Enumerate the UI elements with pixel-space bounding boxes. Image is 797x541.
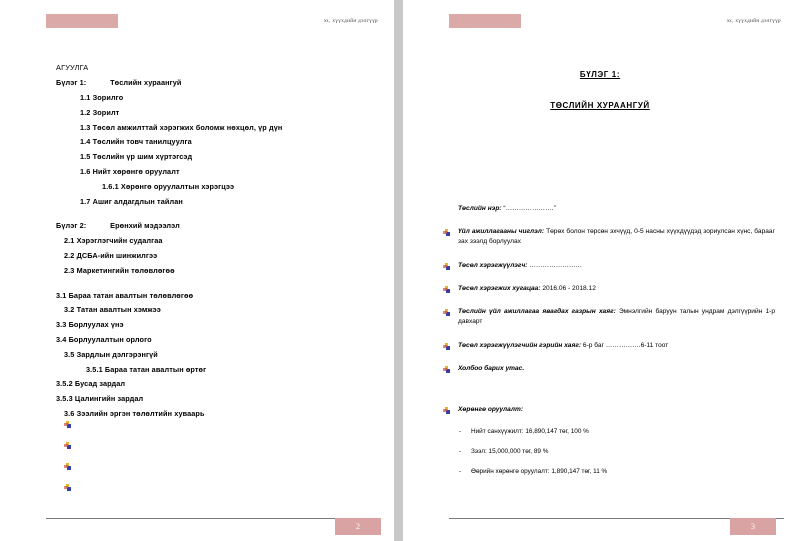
summary-field [441, 307, 775, 327]
page-body [403, 44, 797, 505]
toc-entry-label: Бараа татан авалтын өртөг [102, 364, 207, 374]
toc-entry[interactable] [56, 168, 374, 175]
toc-entry[interactable] [56, 292, 374, 299]
arrow-bullet-icon [64, 442, 71, 450]
toc-entry-label: Төслийн үр шим хүртэгсэд [90, 152, 193, 162]
toc-entry-label: Төслийн хураангуй [108, 78, 182, 88]
investment-item-text: Зээл: 15,000,000 төг, 89 % [471, 448, 549, 456]
toc-entry-label: Ерөнхий мэдээлэл [108, 221, 180, 231]
toc-entry-number: 1.1 [80, 93, 91, 103]
toc-entry-number: Бүлэг 1: [56, 78, 87, 88]
toc-entry[interactable] [56, 222, 374, 229]
toc-entry[interactable] [56, 198, 374, 205]
toc-entry-number: 3.5.3 [56, 394, 73, 404]
toc-entry[interactable] [56, 351, 374, 358]
toc-entry-label: Маркетингийн төлөвлөгөө [74, 265, 175, 275]
toc-entry-number: 1.5 [80, 152, 91, 162]
toc-entry-list [56, 79, 374, 417]
toc-entry-number: 1.7 [80, 196, 91, 206]
toc-entry-label: Зээлийн эргэн төлөлтийн хуваарь [74, 409, 205, 419]
toc-entry-number: 3.5.2 [56, 379, 73, 389]
investment-item [459, 468, 775, 476]
toc-entry-label: Төсөл амжилттай хэрэгжих боломж нөхцөл, үр дүн [90, 122, 283, 132]
toc-entry-number: 3.6 [64, 409, 75, 419]
toc-entry-label: Зорилго [90, 93, 124, 103]
arrow-bullet-icon [443, 286, 450, 294]
summary-field [441, 341, 775, 351]
document-page-3 [403, 0, 797, 541]
toc-entry[interactable] [56, 306, 374, 313]
summary-field-label: Төсөл хэрэгжүүлэгчийн гэрийн хаяг: [458, 341, 582, 349]
toc-entry[interactable] [56, 267, 374, 274]
toc-entry-number: 2.3 [64, 265, 75, 275]
toc-entry-label: Төслийн товч танилцуулга [90, 137, 192, 147]
toc-entry[interactable] [56, 124, 374, 131]
toc-entry-label: Борлуулалтын орлого [66, 335, 152, 345]
arrow-bullet-icon [64, 463, 71, 471]
page-body [0, 44, 394, 505]
summary-field-value: “………………….” [501, 205, 556, 212]
toc-entry[interactable] [56, 395, 374, 402]
arrow-bullet-icon [443, 229, 450, 237]
footer-divider [46, 518, 381, 519]
arrow-bullet-icon [443, 263, 450, 271]
arrow-bullet-icon [443, 309, 450, 317]
arrow-bullet-icon [443, 366, 450, 374]
header-title-text: эх, хүүхдийн дэлгүүр [323, 18, 378, 24]
summary-field-label: Үйл ажиллагааны чиглэл: [458, 228, 545, 236]
toc-entry-label: Ашиг алдагдлын тайлан [90, 196, 183, 206]
investment-item-text: Нийт санхүүжилт: 16,890,147 төг, 100 % [471, 428, 589, 436]
chapter-title-block [403, 64, 797, 113]
project-summary-list [441, 204, 775, 488]
page-header [403, 0, 797, 44]
empty-bullet-item [64, 456, 76, 477]
toc-entry-number: 3.3 [56, 320, 67, 330]
toc-entry-label: Бараа татан авалтын төлөвлөгөө [66, 290, 194, 300]
toc-entry-number: 1.3 [80, 122, 91, 132]
section-spacer [441, 387, 775, 405]
chapter-name-title: ТӨСЛИЙН ХУРААНГУЙ [550, 101, 650, 110]
toc-entry[interactable] [56, 237, 374, 244]
table-of-contents [56, 64, 374, 425]
toc-entry-number: 3.2 [64, 305, 75, 315]
empty-bullet-item [64, 477, 76, 498]
toc-entry-label: Нийт хөрөнгө оруулалт [90, 167, 180, 177]
toc-entry[interactable] [56, 138, 374, 145]
summary-field [441, 261, 775, 271]
toc-entry[interactable] [56, 321, 374, 328]
dash-bullet-icon: - [459, 428, 462, 436]
toc-entry-number: 3.5.1 [86, 364, 103, 374]
arrow-bullet-icon [443, 343, 450, 351]
summary-field-value: 6-р баг …………….6-11 тоот [581, 341, 669, 349]
dash-bullet-icon: - [459, 468, 462, 476]
toc-entry-number: 2.2 [64, 251, 75, 261]
toc-entry[interactable] [56, 380, 374, 387]
empty-bullet-list [64, 414, 76, 498]
summary-field-value: 2016.06 - 2018.12 [540, 284, 596, 292]
toc-entry-label: Зардлын дэлгэрэнгүй [74, 349, 158, 359]
summary-field-label: Төслийн нэр: [458, 205, 502, 212]
investment-item-list [441, 428, 775, 475]
toc-entry-label: Цалингийн зардал [72, 394, 144, 404]
toc-entry[interactable] [56, 79, 374, 86]
toc-entry-number: 3.5 [64, 349, 75, 359]
summary-field-label: Төсөл хэрэгжих хугацаа: [458, 284, 541, 292]
document-page-2 [0, 0, 394, 541]
toc-entry-label: Борлуулах үнэ [66, 320, 124, 330]
toc-entry[interactable] [56, 183, 374, 190]
investment-item [459, 448, 775, 456]
toc-entry-number: 1.2 [80, 107, 91, 117]
header-decor-block [449, 14, 521, 28]
toc-entry-number: 3.4 [56, 335, 67, 345]
header-decor-block [46, 14, 118, 28]
toc-entry-label: Хөрөнгө оруулалтын хэрэгцээ [118, 181, 235, 191]
page-footer [46, 505, 381, 541]
toc-entry-number: 1.4 [80, 137, 91, 147]
arrow-bullet-icon [64, 484, 71, 492]
toc-entry[interactable] [56, 109, 374, 116]
summary-field-label: Холбоо барих утас. [458, 364, 525, 372]
arrow-bullet-icon [443, 407, 450, 415]
toc-entry-number: Бүлэг 2: [56, 221, 87, 231]
summary-field [441, 364, 775, 374]
summary-field-label: Төслийн үйл ажиллагаа явагдах газрын хаяг: [458, 308, 616, 316]
toc-entry-number: 1.6 [80, 167, 91, 177]
dash-bullet-icon: - [459, 448, 462, 456]
investment-heading [441, 405, 775, 415]
toc-entry-label: Татан авалтын хэмжээ [74, 305, 161, 315]
toc-entry[interactable] [56, 252, 374, 259]
arrow-bullet-icon [64, 421, 71, 429]
summary-field [441, 204, 775, 214]
toc-entry-label: Хэрэглэгчийн судалгаа [74, 236, 163, 246]
toc-heading: АГУУЛГА [56, 63, 89, 72]
toc-spacer [56, 212, 374, 222]
toc-entry[interactable] [56, 366, 374, 373]
header-title-text: эх, хүүхдийн дэлгүүр [726, 18, 781, 24]
summary-field-value: Төрөх болон төрсөн эхчүүд, 0-5 насны хүүхдүүдэд зориулсан хүнс, барааг зах зээлд борлуулах [458, 228, 775, 246]
empty-bullet-item [64, 435, 76, 456]
chapter-number-title: БҮЛЭГ 1: [579, 70, 621, 79]
empty-bullet-item [64, 414, 76, 435]
toc-entry-label: Бусад зардал [72, 379, 126, 389]
investment-item-text: Өөрийн хөрөнгө оруулалт: 1,890,147 төг, 11 % [471, 468, 608, 476]
summary-field [441, 227, 775, 247]
toc-entry-number: 3.1 [56, 290, 67, 300]
summary-field-value: …………………… [527, 261, 583, 269]
toc-entry[interactable] [56, 153, 374, 160]
toc-entry-label: Зорилт [90, 107, 120, 117]
toc-entry[interactable] [56, 336, 374, 343]
toc-entry-number: 1.6.1 [102, 181, 119, 191]
investment-heading-label: Хөрөнгө оруулалт: [458, 405, 524, 413]
summary-field [441, 284, 775, 294]
toc-entry-number: 2.1 [64, 236, 75, 246]
page-number-badge: 3 [730, 518, 776, 535]
toc-entry[interactable] [56, 410, 374, 417]
page-number-badge: 2 [335, 518, 381, 535]
page-footer [449, 505, 784, 541]
summary-field-value: Эмнэлгийн баруун талын ундрам дэлгүүрийн 1-р давхарт [458, 308, 775, 326]
summary-field-label: Төсөл хэрэгжүүлэгч: [458, 261, 528, 269]
toc-entry-label: ДСБА-ийн шинжилгээ [74, 251, 158, 261]
page-header [0, 0, 394, 44]
toc-entry[interactable] [56, 94, 374, 101]
investment-item [459, 428, 775, 436]
